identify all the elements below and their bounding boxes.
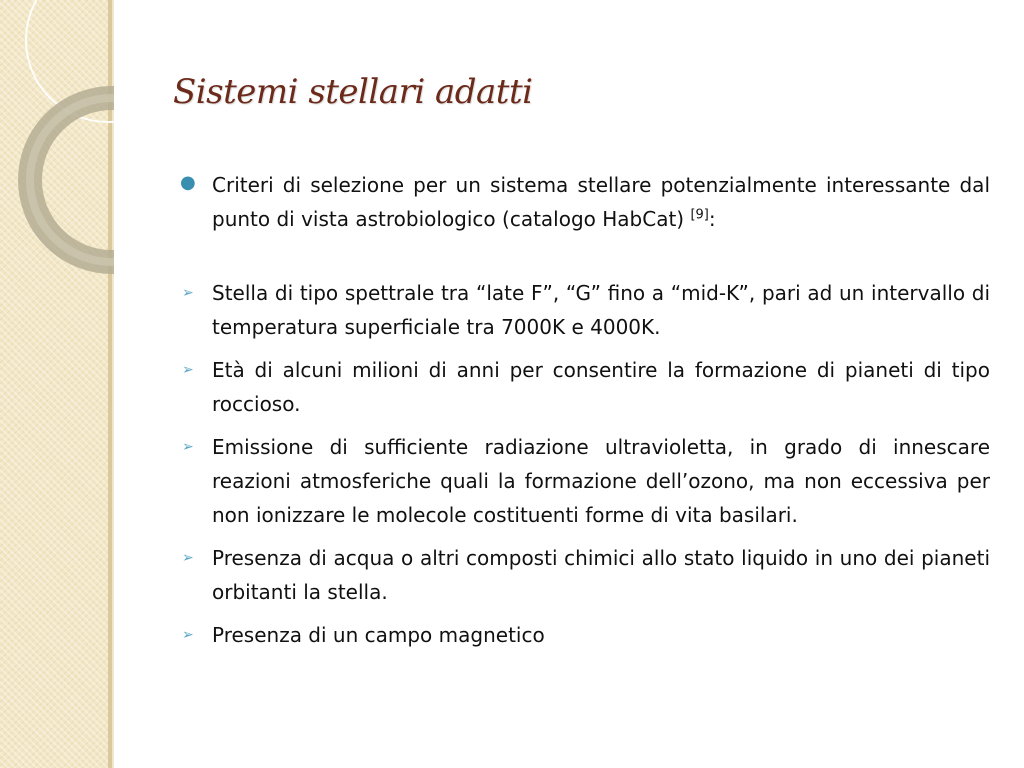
criterion-item [178,276,990,344]
criterion-text: Presenza di un campo magnetico [212,623,545,647]
arrow-bullet-icon: ➢ [182,627,194,643]
intro-suffix: : [708,207,716,231]
decorative-rings [0,0,130,300]
criterion-item [178,353,990,421]
round-bullet-icon: ● [180,172,196,193]
criterion-text: Età di alcuni milioni di anni per consentire la formazione di pianeti di tipo roccioso. [212,358,990,416]
criterion-item [178,541,990,609]
criterion-text: Emissione di sufficiente radiazione ultravioletta, in grado di innescare reazioni atmosferiche quali la formazione dell’ozono, ma non eccessiva per non ionizzare le molecole costituenti forme di vita basilari. [212,435,990,527]
intro-text: Criteri di selezione per un sistema stellare potenzialmente interessante dal punto di vista astrobiologico (catalogo HabCat) [212,173,990,231]
criterion-text: Stella di tipo spettrale tra “late F”, “G” fino a “mid-K”, pari ad un intervallo di temperatura superficiale tra 7000K e 4000K. [212,281,990,339]
ring-mask [114,0,130,300]
arrow-bullet-icon: ➢ [182,439,194,455]
criterion-item [178,618,990,652]
slide-content [178,168,990,661]
arrow-bullet-icon: ➢ [182,285,194,301]
criterion-item [178,430,990,532]
criterion-text: Presenza di acqua o altri composti chimici allo stato liquido in uno dei pianeti orbitanti la stella. [212,546,990,604]
intro-paragraph [178,168,990,236]
arrow-bullet-icon: ➢ [182,550,194,566]
arrow-bullet-icon: ➢ [182,362,194,378]
reference-marker: [9] [690,207,709,223]
slide-title: Sistemi stellari adatti [173,72,533,112]
